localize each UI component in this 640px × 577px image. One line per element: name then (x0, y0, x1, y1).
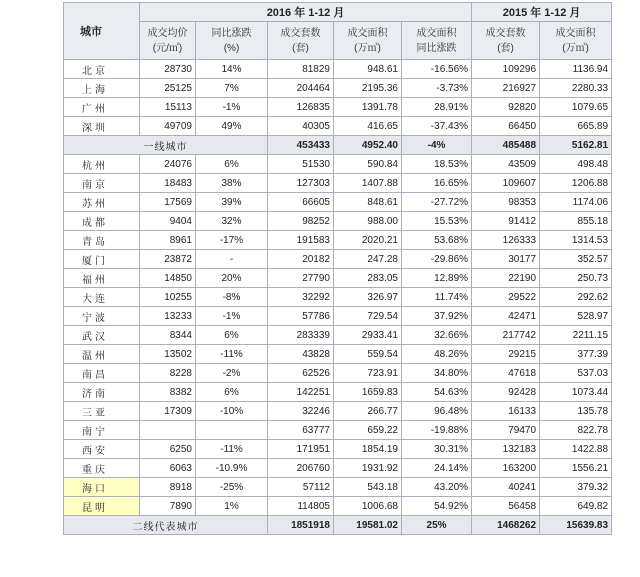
city-cell: 苏州 (64, 193, 140, 212)
city-cell: 南昌 (64, 364, 140, 383)
data-cell: 498.48 (540, 155, 612, 174)
data-cell: 92428 (472, 383, 540, 402)
table-row (64, 383, 612, 402)
data-cell: -37.43% (402, 117, 472, 136)
data-cell: 379.32 (540, 478, 612, 497)
data-cell: 659.22 (334, 421, 402, 440)
data-cell: 1136.94 (540, 60, 612, 79)
city-cell: 南宁 (64, 421, 140, 440)
data-cell: 51530 (268, 155, 334, 174)
data-cell: 1174.06 (540, 193, 612, 212)
data-cell: 559.54 (334, 345, 402, 364)
area-2015-header (540, 22, 612, 60)
data-cell: 292.62 (540, 288, 612, 307)
data-cell: 29215 (472, 345, 540, 364)
data-cell: 6063 (140, 459, 196, 478)
price-yoy-header-line: (%) (223, 42, 240, 54)
data-cell: 14850 (140, 269, 196, 288)
data-cell: 9404 (140, 212, 196, 231)
data-cell: 37.92% (402, 307, 472, 326)
data-table-container (63, 2, 611, 535)
data-cell: 53.68% (402, 231, 472, 250)
area-2015-header-line: (万㎡) (562, 42, 589, 54)
data-cell: 1079.65 (540, 98, 612, 117)
data-cell: 416.65 (334, 117, 402, 136)
data-cell: 8228 (140, 364, 196, 383)
data-cell: 127303 (268, 174, 334, 193)
data-cell: 988.00 (334, 212, 402, 231)
data-cell: 40241 (472, 478, 540, 497)
summary-cell: 5162.81 (540, 136, 612, 155)
data-cell: 91412 (472, 212, 540, 231)
data-cell: 528.97 (540, 307, 612, 326)
data-cell: -10% (196, 402, 268, 421)
city-cell: 厦门 (64, 250, 140, 269)
data-cell: 23872 (140, 250, 196, 269)
data-cell: 109607 (472, 174, 540, 193)
data-cell: 39% (196, 193, 268, 212)
data-cell: 62526 (268, 364, 334, 383)
area-yoy-header-line: 同比涨跌 (416, 42, 457, 54)
data-cell: 1931.92 (334, 459, 402, 478)
summary-cell: 453433 (268, 136, 334, 155)
city-cell: 杭州 (64, 155, 140, 174)
data-cell: 132183 (472, 440, 540, 459)
data-cell: 98353 (472, 193, 540, 212)
table-row (64, 174, 612, 193)
data-cell: 14% (196, 60, 268, 79)
data-cell: 377.39 (540, 345, 612, 364)
city-cell: 上海 (64, 79, 140, 98)
data-cell: 191583 (268, 231, 334, 250)
data-cell: 543.18 (334, 478, 402, 497)
data-cell: 57112 (268, 478, 334, 497)
year-2015-header: 2015 年 1-12 月 (472, 3, 612, 22)
table-row (64, 288, 612, 307)
data-cell: 590.84 (334, 155, 402, 174)
data-cell: 56458 (472, 497, 540, 516)
city-cell: 大连 (64, 288, 140, 307)
data-cell: 8382 (140, 383, 196, 402)
data-cell: 32292 (268, 288, 334, 307)
avg-price-header (140, 22, 196, 60)
data-cell: -19.88% (402, 421, 472, 440)
table-row (64, 326, 612, 345)
data-cell: 126835 (268, 98, 334, 117)
data-cell: 649.82 (540, 497, 612, 516)
summary-row (64, 136, 612, 155)
data-cell: -29.86% (402, 250, 472, 269)
data-cell: 1556.21 (540, 459, 612, 478)
year-2016-header: 2016 年 1-12 月 (140, 3, 472, 22)
summary-cell: 1851918 (268, 516, 334, 535)
data-cell: 66605 (268, 193, 334, 212)
data-cell: 1006.68 (334, 497, 402, 516)
summary-label: 一线城市 (64, 136, 268, 155)
table-row (64, 478, 612, 497)
area-yoy-header (402, 22, 472, 60)
data-cell: 283.05 (334, 269, 402, 288)
data-cell: 22190 (472, 269, 540, 288)
housing-sales-table (63, 2, 612, 535)
city-cell: 温州 (64, 345, 140, 364)
data-cell: 135.78 (540, 402, 612, 421)
data-cell: 109296 (472, 60, 540, 79)
data-cell: 11.74% (402, 288, 472, 307)
data-cell (140, 421, 196, 440)
data-cell (196, 421, 268, 440)
data-cell: 948.61 (334, 60, 402, 79)
data-cell: 1314.53 (540, 231, 612, 250)
data-cell: 32246 (268, 402, 334, 421)
data-cell: 40305 (268, 117, 334, 136)
data-cell: 126333 (472, 231, 540, 250)
data-cell: 266.77 (334, 402, 402, 421)
area-2015-header-line: 成交面积 (555, 27, 596, 39)
data-cell: 2195.36 (334, 79, 402, 98)
data-cell: 1854.19 (334, 440, 402, 459)
data-cell: 47618 (472, 364, 540, 383)
city-cell: 南京 (64, 174, 140, 193)
summary-cell: 4952.40 (334, 136, 402, 155)
city-cell: 济南 (64, 383, 140, 402)
data-cell: 13502 (140, 345, 196, 364)
data-cell: 42471 (472, 307, 540, 326)
table-row (64, 250, 612, 269)
data-cell: 66450 (472, 117, 540, 136)
data-cell: 1206.88 (540, 174, 612, 193)
units-2016-header-line: (套) (292, 42, 309, 54)
summary-cell: 1468262 (472, 516, 540, 535)
data-cell: 250.73 (540, 269, 612, 288)
table-row (64, 60, 612, 79)
data-cell: 54.92% (402, 497, 472, 516)
data-cell: 1391.78 (334, 98, 402, 117)
city-cell: 深圳 (64, 117, 140, 136)
summary-cell: 15639.83 (540, 516, 612, 535)
units-2016-header-line: 成交套数 (280, 27, 321, 39)
summary-row (64, 516, 612, 535)
data-cell: 7890 (140, 497, 196, 516)
data-cell: 1407.88 (334, 174, 402, 193)
data-cell: 24076 (140, 155, 196, 174)
summary-cell: 485488 (472, 136, 540, 155)
table-row (64, 117, 612, 136)
data-cell: 18483 (140, 174, 196, 193)
data-cell: 163200 (472, 459, 540, 478)
data-cell: -11% (196, 345, 268, 364)
data-cell: 114805 (268, 497, 334, 516)
city-cell: 福州 (64, 269, 140, 288)
data-cell: 822.78 (540, 421, 612, 440)
table-row (64, 98, 612, 117)
table-row (64, 421, 612, 440)
data-cell: 43.20% (402, 478, 472, 497)
data-cell: 6% (196, 326, 268, 345)
data-cell: 48.26% (402, 345, 472, 364)
data-cell: 43509 (472, 155, 540, 174)
data-cell: 6250 (140, 440, 196, 459)
table-row (64, 155, 612, 174)
data-cell: 1073.44 (540, 383, 612, 402)
table-row (64, 193, 612, 212)
table-row (64, 212, 612, 231)
units-2015-header (472, 22, 540, 60)
table-row (64, 345, 612, 364)
data-cell: 204464 (268, 79, 334, 98)
data-cell: 206760 (268, 459, 334, 478)
data-cell: -1% (196, 307, 268, 326)
data-cell: -25% (196, 478, 268, 497)
data-cell: 28.91% (402, 98, 472, 117)
data-cell: 98252 (268, 212, 334, 231)
data-cell: 6% (196, 155, 268, 174)
table-row (64, 364, 612, 383)
data-cell: 43828 (268, 345, 334, 364)
data-cell: -10.9% (196, 459, 268, 478)
city-cell: 青岛 (64, 231, 140, 250)
data-cell: 142251 (268, 383, 334, 402)
data-cell: 1659.83 (334, 383, 402, 402)
data-cell: 32% (196, 212, 268, 231)
price-yoy-header-line: 同比涨跌 (211, 27, 252, 39)
data-cell: -3.73% (402, 79, 472, 98)
data-cell: 855.18 (540, 212, 612, 231)
table-row (64, 269, 612, 288)
data-cell: 1% (196, 497, 268, 516)
data-cell: 20% (196, 269, 268, 288)
data-cell: 352.57 (540, 250, 612, 269)
city-cell: 重庆 (64, 459, 140, 478)
data-cell: -2% (196, 364, 268, 383)
summary-label: 二线代表城市 (64, 516, 268, 535)
data-cell: 848.61 (334, 193, 402, 212)
data-cell: 17309 (140, 402, 196, 421)
data-cell: 15113 (140, 98, 196, 117)
data-cell: 13233 (140, 307, 196, 326)
data-cell: 8344 (140, 326, 196, 345)
data-cell: - (196, 250, 268, 269)
table-row (64, 440, 612, 459)
data-cell: 247.28 (334, 250, 402, 269)
data-cell: 24.14% (402, 459, 472, 478)
table-row (64, 459, 612, 478)
data-cell: 2933.41 (334, 326, 402, 345)
data-cell: -16.56% (402, 60, 472, 79)
data-cell: 6% (196, 383, 268, 402)
data-cell: 18.53% (402, 155, 472, 174)
city-cell: 昆明 (64, 497, 140, 516)
data-cell: 38% (196, 174, 268, 193)
data-cell: 30177 (472, 250, 540, 269)
data-cell: 216927 (472, 79, 540, 98)
city-cell: 广州 (64, 98, 140, 117)
table-row (64, 402, 612, 421)
summary-cell: 19581.02 (334, 516, 402, 535)
data-cell: 49% (196, 117, 268, 136)
data-cell: 1422.88 (540, 440, 612, 459)
data-cell: 729.54 (334, 307, 402, 326)
data-cell: 49709 (140, 117, 196, 136)
data-cell: 171951 (268, 440, 334, 459)
avg-price-header-line: 成交均价 (147, 27, 188, 39)
data-cell: 15.53% (402, 212, 472, 231)
data-cell: 665.89 (540, 117, 612, 136)
data-cell: 27790 (268, 269, 334, 288)
data-cell: 92820 (472, 98, 540, 117)
price-yoy-header (196, 22, 268, 60)
city-cell: 宁波 (64, 307, 140, 326)
city-cell: 北京 (64, 60, 140, 79)
data-cell: 283339 (268, 326, 334, 345)
table-row (64, 497, 612, 516)
data-cell: 81829 (268, 60, 334, 79)
city-cell: 武汉 (64, 326, 140, 345)
area-2016-header (334, 22, 402, 60)
table-row (64, 79, 612, 98)
city-column-header: 城市 (64, 3, 140, 60)
area-2016-header-line: 成交面积 (347, 27, 388, 39)
data-cell: 20182 (268, 250, 334, 269)
table-row (64, 231, 612, 250)
data-cell: -1% (196, 98, 268, 117)
data-cell: 2280.33 (540, 79, 612, 98)
data-cell: 723.91 (334, 364, 402, 383)
summary-cell: 25% (402, 516, 472, 535)
data-cell: -17% (196, 231, 268, 250)
data-cell: 34.80% (402, 364, 472, 383)
table-row (64, 307, 612, 326)
data-cell: 10255 (140, 288, 196, 307)
city-cell: 成都 (64, 212, 140, 231)
summary-cell: -4% (402, 136, 472, 155)
data-cell: 537.03 (540, 364, 612, 383)
data-cell: 7% (196, 79, 268, 98)
data-cell: 79470 (472, 421, 540, 440)
data-cell: 96.48% (402, 402, 472, 421)
data-cell: 30.31% (402, 440, 472, 459)
area-2016-header-line: (万㎡) (354, 42, 381, 54)
data-cell: 63777 (268, 421, 334, 440)
data-cell: 54.63% (402, 383, 472, 402)
data-cell: 57786 (268, 307, 334, 326)
data-cell: 8961 (140, 231, 196, 250)
units-2015-header-line: 成交套数 (485, 27, 526, 39)
data-cell: 17569 (140, 193, 196, 212)
data-cell: -8% (196, 288, 268, 307)
data-cell: 2211.15 (540, 326, 612, 345)
data-cell: 326.97 (334, 288, 402, 307)
data-cell: 25125 (140, 79, 196, 98)
data-cell: 32.66% (402, 326, 472, 345)
city-cell: 三亚 (64, 402, 140, 421)
data-cell: -27.72% (402, 193, 472, 212)
data-cell: 217742 (472, 326, 540, 345)
data-cell: 8918 (140, 478, 196, 497)
city-cell: 海口 (64, 478, 140, 497)
avg-price-header-line: (元/㎡) (152, 42, 183, 54)
data-cell: 29522 (472, 288, 540, 307)
units-2015-header-line: (套) (497, 42, 514, 54)
data-cell: 12.89% (402, 269, 472, 288)
data-cell: 28730 (140, 60, 196, 79)
data-cell: -11% (196, 440, 268, 459)
data-cell: 2020.21 (334, 231, 402, 250)
units-2016-header (268, 22, 334, 60)
data-cell: 16133 (472, 402, 540, 421)
data-cell: 16.65% (402, 174, 472, 193)
area-yoy-header-line: 成交面积 (416, 27, 457, 39)
city-cell: 西安 (64, 440, 140, 459)
